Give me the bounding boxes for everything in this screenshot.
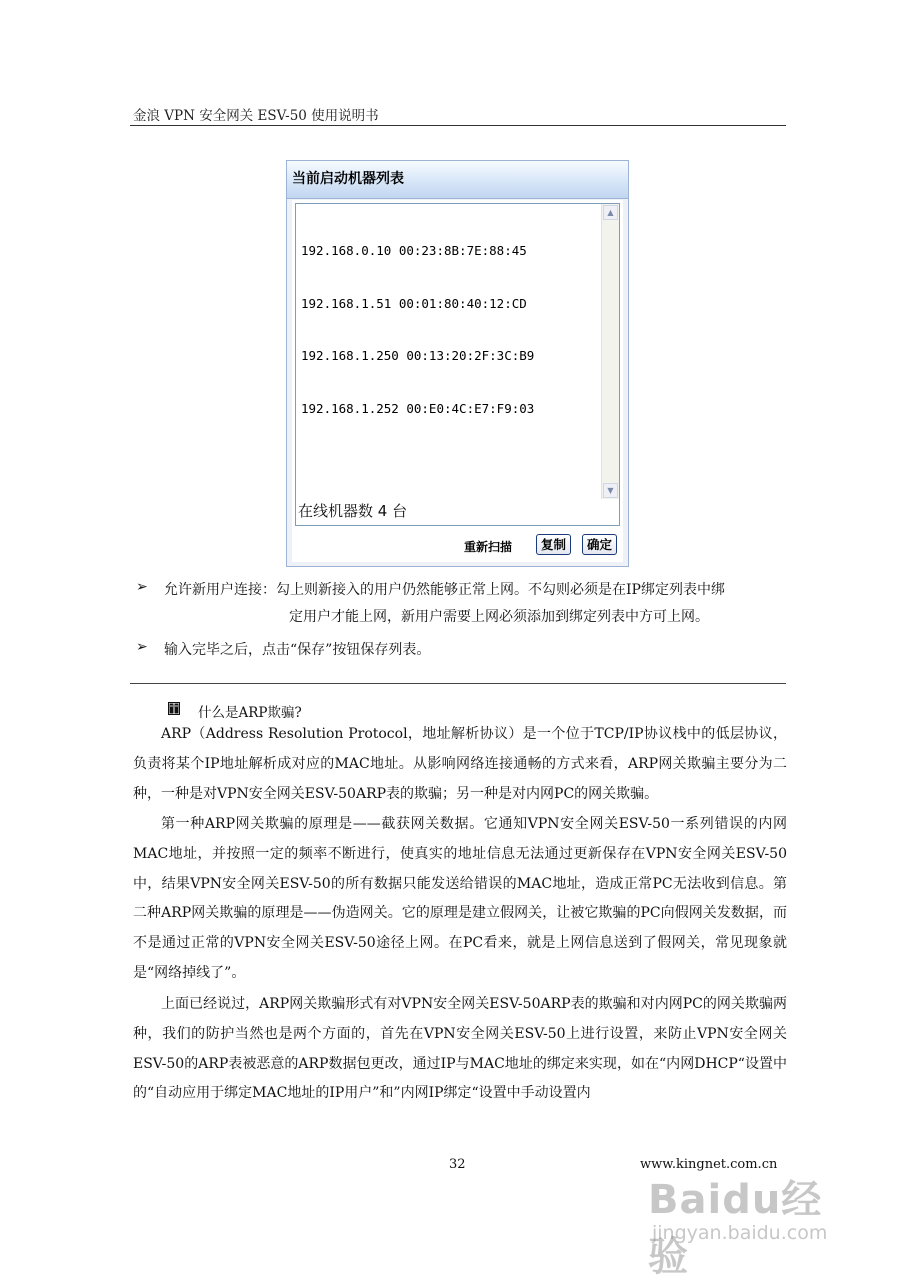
rescan-link[interactable]: 重新扫描 — [464, 540, 513, 554]
page-number: 32 — [449, 1157, 466, 1172]
list-item: 192.168.1.51 00:01:80:40:12:CD — [301, 295, 527, 311]
dialog-button-row — [292, 533, 623, 559]
header-divider — [130, 125, 786, 126]
online-count-field: 在线机器数 4 台 — [295, 499, 620, 526]
bullet-allow-new-users: 允许新用户连接：勾上则新接入的用户仍然能够正常上网。不勾则必须是在IP绑定列表中绑 — [164, 582, 725, 598]
list-item: 192.168.0.10 00:23:8B:7E:88:45 — [301, 243, 527, 258]
vertical-scrollbar[interactable] — [601, 204, 619, 499]
section-divider — [130, 683, 786, 684]
watermark-logo: Baidu经验 — [648, 1177, 823, 1280]
dialog-title: 当前启动机器列表 — [287, 161, 628, 199]
paragraph-arp-types: 第一种ARP网关欺骗的原理是——截获网关数据。它通知VPN安全网关ESV-50一系列错误的内网MAC地址，并按照一定的频率不断进行，使真实的地址信息无法通过更新保存在VPN安全网关ESV-50中，结果VPN安全网关ESV-50的所有数据只能发送给错误的MAC地址，造成正常PC无法收到信息。第二种ARP网关欺骗的原理是——伪造网关。它的原理是建立假网关，让被它欺骗的PC向假网关发数据，而不是通过正常的VPN安全网关ESV-50途径上网。在PC看来，就是上网信息送到了假网关，常见现象就是“网络掉线了”。 — [133, 816, 787, 981]
machine-list-entries — [301, 207, 534, 452]
footer-url: www.kingnet.com.cn — [640, 1157, 778, 1172]
machine-list-dialog — [286, 160, 629, 567]
watermark-url: jingyan.baidu.com — [652, 1222, 828, 1244]
scroll-up-arrow-icon[interactable]: ▲ — [603, 205, 618, 220]
tip-title: 什么是ARP欺骗? — [198, 705, 302, 721]
paragraph-arp-definition: ARP（Address Resolution Protocol，地址解析协议）是一个位于TCP/IP协议栈中的低层协议，负责将某个IP地址解析成对应的MAC地址。从影响网络连接通畅的方式来看，ARP网关欺骗主要分为二种，一种是对VPN安全网关ESV-50ARP表的欺骗；另一种是对内网PC的网关欺骗。 — [133, 726, 787, 802]
bullet-marker-icon: ➢ — [136, 579, 148, 595]
list-item: 192.168.1.252 00:E0:4C:E7:F9:03 — [301, 400, 535, 416]
copy-button[interactable]: 复制 — [536, 534, 571, 555]
document-header: 金浪 VPN 安全网关 ESV-50 使用说明书 — [133, 108, 379, 124]
machine-list-textarea[interactable] — [295, 203, 620, 500]
list-item: 192.168.1.250 00:13:20:2F:3C:B9 — [301, 348, 535, 363]
paragraph-arp-protection: 上面已经说过，ARP网关欺骗形式有对VPN安全网关ESV-50ARP表的欺骗和对内网PC的网关欺骗两种，我们的防护当然也是两个方面的，首先在VPN安全网关ESV-50上进行设置，来防止VPN安全网关ESV-50的ARP表被恶意的ARP数据包更改，通过IP与MAC地址的绑定来实现，如在“内网DHCP“设置中的“自动应用于绑定MAC地址的IP用户”和”内网IP绑定“设置中手动设置内 — [133, 996, 787, 1102]
bullet-allow-new-users-continued: 定用户才能上网，新用户需要上网必须添加到绑定列表中方可上网。 — [289, 609, 709, 625]
scroll-down-arrow-icon[interactable]: ▼ — [603, 483, 618, 498]
baidu-watermark — [648, 1168, 858, 1280]
dialog-body — [292, 200, 623, 562]
bullet-marker-icon: ➢ — [136, 639, 148, 655]
book-icon — [168, 702, 180, 715]
ok-button[interactable]: 确定 — [582, 534, 617, 555]
bullet-save-list: 输入完毕之后，点击“保存”按钮保存列表。 — [164, 642, 431, 658]
